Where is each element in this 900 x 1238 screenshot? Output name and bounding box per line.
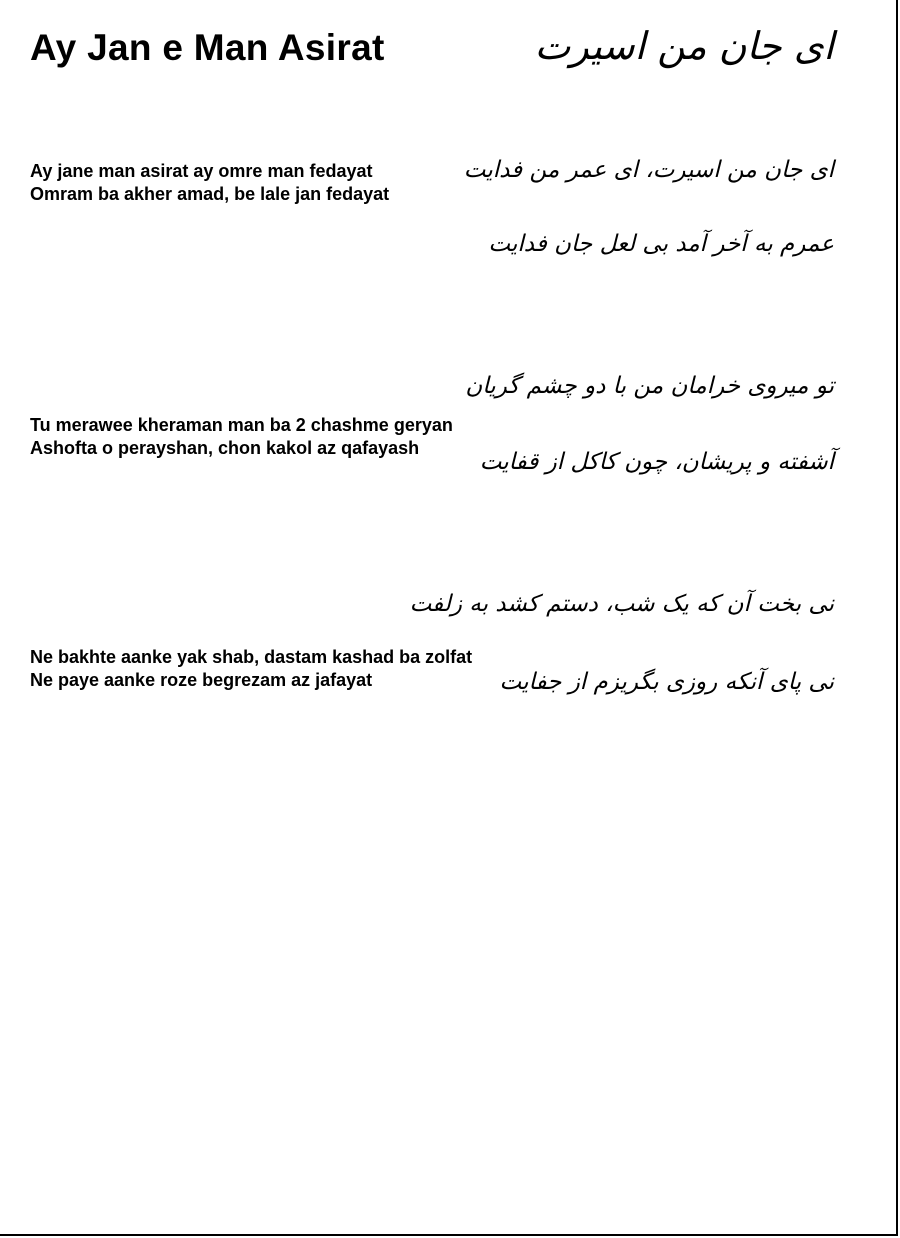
verse-1-line-2: Omram ba akher amad, be lale jan fedayat bbox=[30, 184, 390, 204]
verse-3-persian-line-1: نی بخت آن که یک شب، دستم کشد به زلفت bbox=[409, 591, 834, 617]
verse-2-line-2: Ashofta o perayshan, chon kakol az qafayash bbox=[30, 438, 420, 458]
verse-3-persian-line-2: نی پای آنکه روزی بگریزم از جفایت bbox=[499, 669, 834, 695]
verse-2-persian-line-2: آشفته و پریشان، چون کاکل از قفایت bbox=[479, 449, 834, 475]
verse-3-line-1: Ne bakhte aanke yak shab, dastam kashad ba zolfat bbox=[30, 647, 473, 667]
verse-3-transliteration bbox=[30, 646, 472, 692]
verse-1-line-1: Ay jane man asirat ay omre man fedayat bbox=[30, 161, 373, 181]
verse-2-transliteration bbox=[30, 414, 453, 460]
verse-2-line-1: Tu merawee kheraman man ba 2 chashme geryan bbox=[30, 415, 453, 435]
verse-1-persian-line-1: ای جان من اسیرت، ای عمر من فدایت bbox=[463, 157, 834, 183]
song-title: Ay Jan e Man Asirat bbox=[30, 27, 385, 68]
verse-1-transliteration bbox=[30, 160, 389, 206]
verse-1-persian-line-2: عمرم به آخر آمد بی لعل جان فدایت bbox=[488, 231, 834, 257]
verse-2-persian-line-1: تو میروی خرامان من با دو چشم گریان bbox=[465, 373, 834, 399]
verse-3-line-2: Ne paye aanke roze begrezam az jafayat bbox=[30, 670, 373, 690]
song-title-persian: ای جان من اسیرت bbox=[534, 24, 834, 68]
